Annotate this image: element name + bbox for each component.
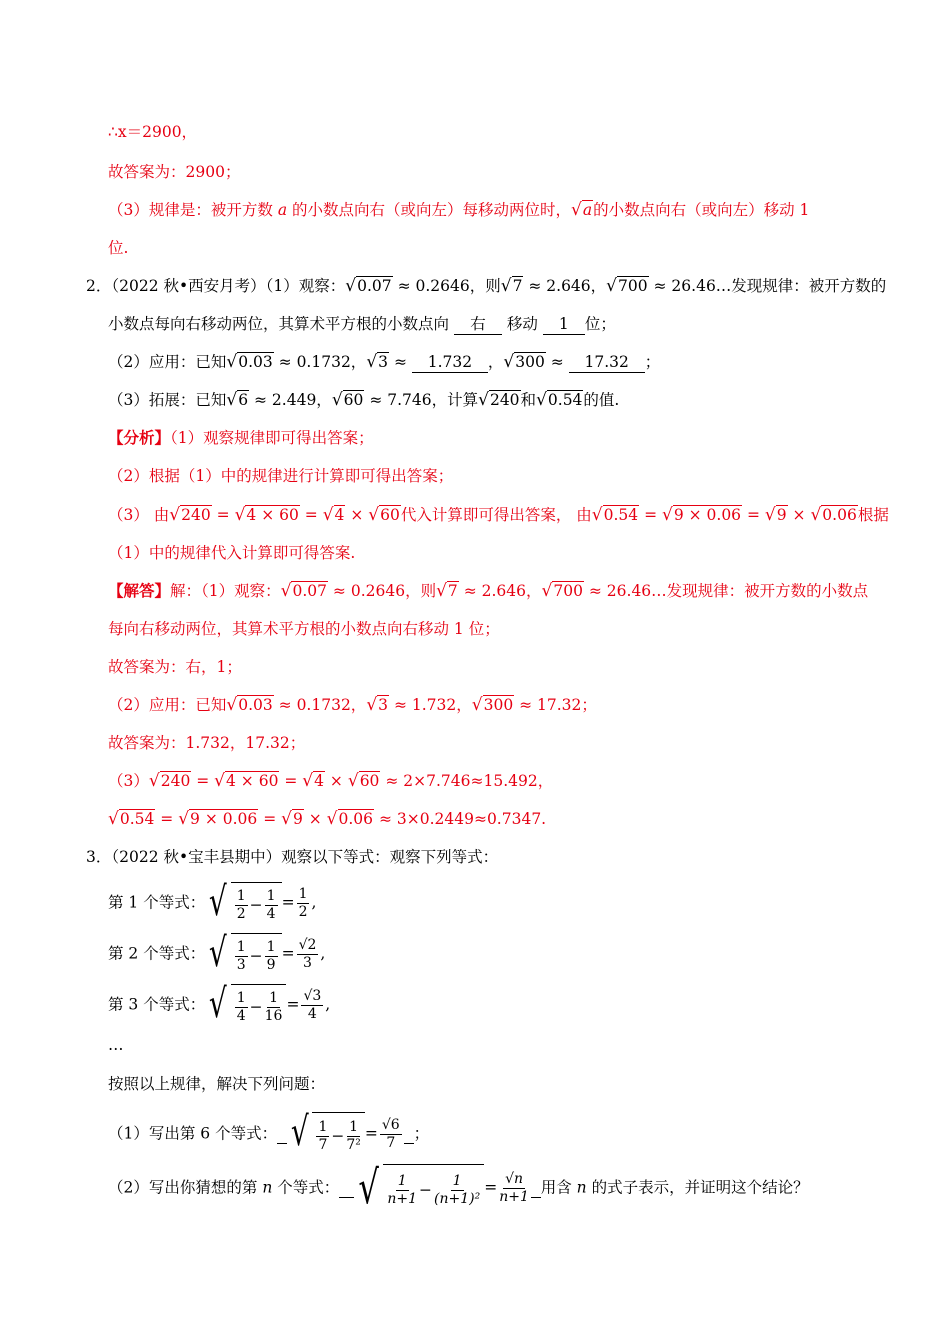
text: （3）规律是：被开方数 <box>108 201 273 219</box>
q2-line-2: 小数点每向右移动两位，其算术平方根的小数点向 右 移动 1 位； <box>108 315 616 333</box>
q2-line-3: （2）应用：已知√0.03 ≈ 0.1732，√3 ≈ 1.732 ，√300 ≈ 17.32 ； <box>108 352 661 372</box>
text: 的小数点向右（或向左）每移动两位时， <box>292 201 572 219</box>
sqrt-a: √a <box>571 200 593 220</box>
question-source: （2022 秋•宝丰县期中） <box>111 848 282 866</box>
blank-digits: 1 <box>543 314 585 335</box>
rule-line-2: 位. <box>108 239 129 257</box>
solution-line-5: 故答案为：1.732，17.32； <box>108 734 306 752</box>
solution-line-x: ∴x＝2900， <box>108 123 198 141</box>
solution-line-1: 【解答】解：（1）观察：√0.07 ≈ 0.2646，则√7 ≈ 2.646，√700 ≈ 26.46…发现规律：被开方数的小数点 <box>108 581 869 601</box>
question-number: 3． <box>86 848 112 866</box>
answer-line: 故答案为：2900； <box>108 163 241 181</box>
equation-1: 第 1 个等式： √ $\frac{1}{2}$ − $\frac{1}{4}$ = $\frac{1}{2}$ , <box>108 879 317 925</box>
q3-line-1: 3．（2022 秋•宝丰县期中）观察以下等式：观察下列等式： <box>86 848 499 866</box>
var-a: a <box>277 201 288 219</box>
analysis-line-4: （1）中的规律代入计算即可得答案. <box>108 544 356 562</box>
analysis-line-1: 【分析】（1）观察规律即可得出答案； <box>108 428 374 447</box>
analysis-line-2: （2）根据（1）中的规律进行计算即可得出答案； <box>108 467 454 485</box>
solution-line-6: （3）√240 = √4 × 60 = √4 × √60 ≈ 2×7.746≈15.492， <box>108 771 554 791</box>
solution-line-2: 每向右移动两位，其算术平方根的小数点向右移动 1 位； <box>108 620 500 638</box>
solution-line-4: （2）应用：已知√0.03 ≈ 0.1732，√3 ≈ 1.732，√300 ≈ 17.32； <box>108 695 597 715</box>
q3-part-2: （2）写出你猜想的第 n 个等式： √ $\frac{1}{n+1}$ − $\frac{1}{\text{(n+1)²}}$ = $\frac{√n}{n+1}$ 用含 n 的式子表示，并证明这个结论？ <box>108 1160 809 1214</box>
ellipsis: … <box>108 1036 124 1054</box>
question-number: 2． <box>86 277 112 295</box>
q3-rule: 按照以上规律，解决下列问题： <box>108 1075 326 1093</box>
question-source: （2022 秋•西安月考） <box>111 277 266 295</box>
blank-sqrt300: 17.32 <box>569 352 645 373</box>
analysis-line-3: （3） 由√240 = √4 × 60 = √4 × √60代入计算即可得出答案， 由√0.54 = √9 × 0.06 = √9 × √0.06根据 <box>108 505 889 525</box>
rule-line-1 <box>108 198 809 222</box>
solution-tag: 【解答】 <box>108 581 171 600</box>
solution-line-3: 故答案为：右，1； <box>108 658 242 676</box>
equation-3: 第 3 个等式： √ $\frac{1}{4}$ − $\frac{1}{16}$ = $\frac{√3}{4}$ , <box>108 981 331 1027</box>
q2-line-1: 2．（2022 秋•西安月考）（1）观察：√0.07 ≈ 0.2646，则√7 ≈ 2.646，√700 ≈ 26.46…发现规律：被开方数的 <box>86 276 887 296</box>
solution-line-7: √0.54 = √9 × 0.06 = √9 × √0.06 ≈ 3×0.2449≈0.7347. <box>108 809 547 829</box>
blank-direction: 右 <box>454 314 502 335</box>
blank-sqrt3: 1.732 <box>412 352 488 373</box>
analysis-tag: 【分析】 <box>108 428 171 447</box>
equation-2: 第 2 个等式： √ $\frac{1}{3}$ − $\frac{1}{9}$ = $\frac{√2}{3}$ , <box>108 930 326 976</box>
q3-part-1: （1）写出第 6 个等式： √ $\frac{1}{7}$ − $\frac{1}{\text{7²}}$ = $\frac{√6}{7}$ ； <box>108 1109 430 1155</box>
text: 的小数点向右（或向左）移动 1 <box>593 201 810 219</box>
q2-line-4: （3）拓展：已知√6 ≈ 2.449，√60 ≈ 7.746，计算√240和√0.54的值. <box>108 390 620 410</box>
